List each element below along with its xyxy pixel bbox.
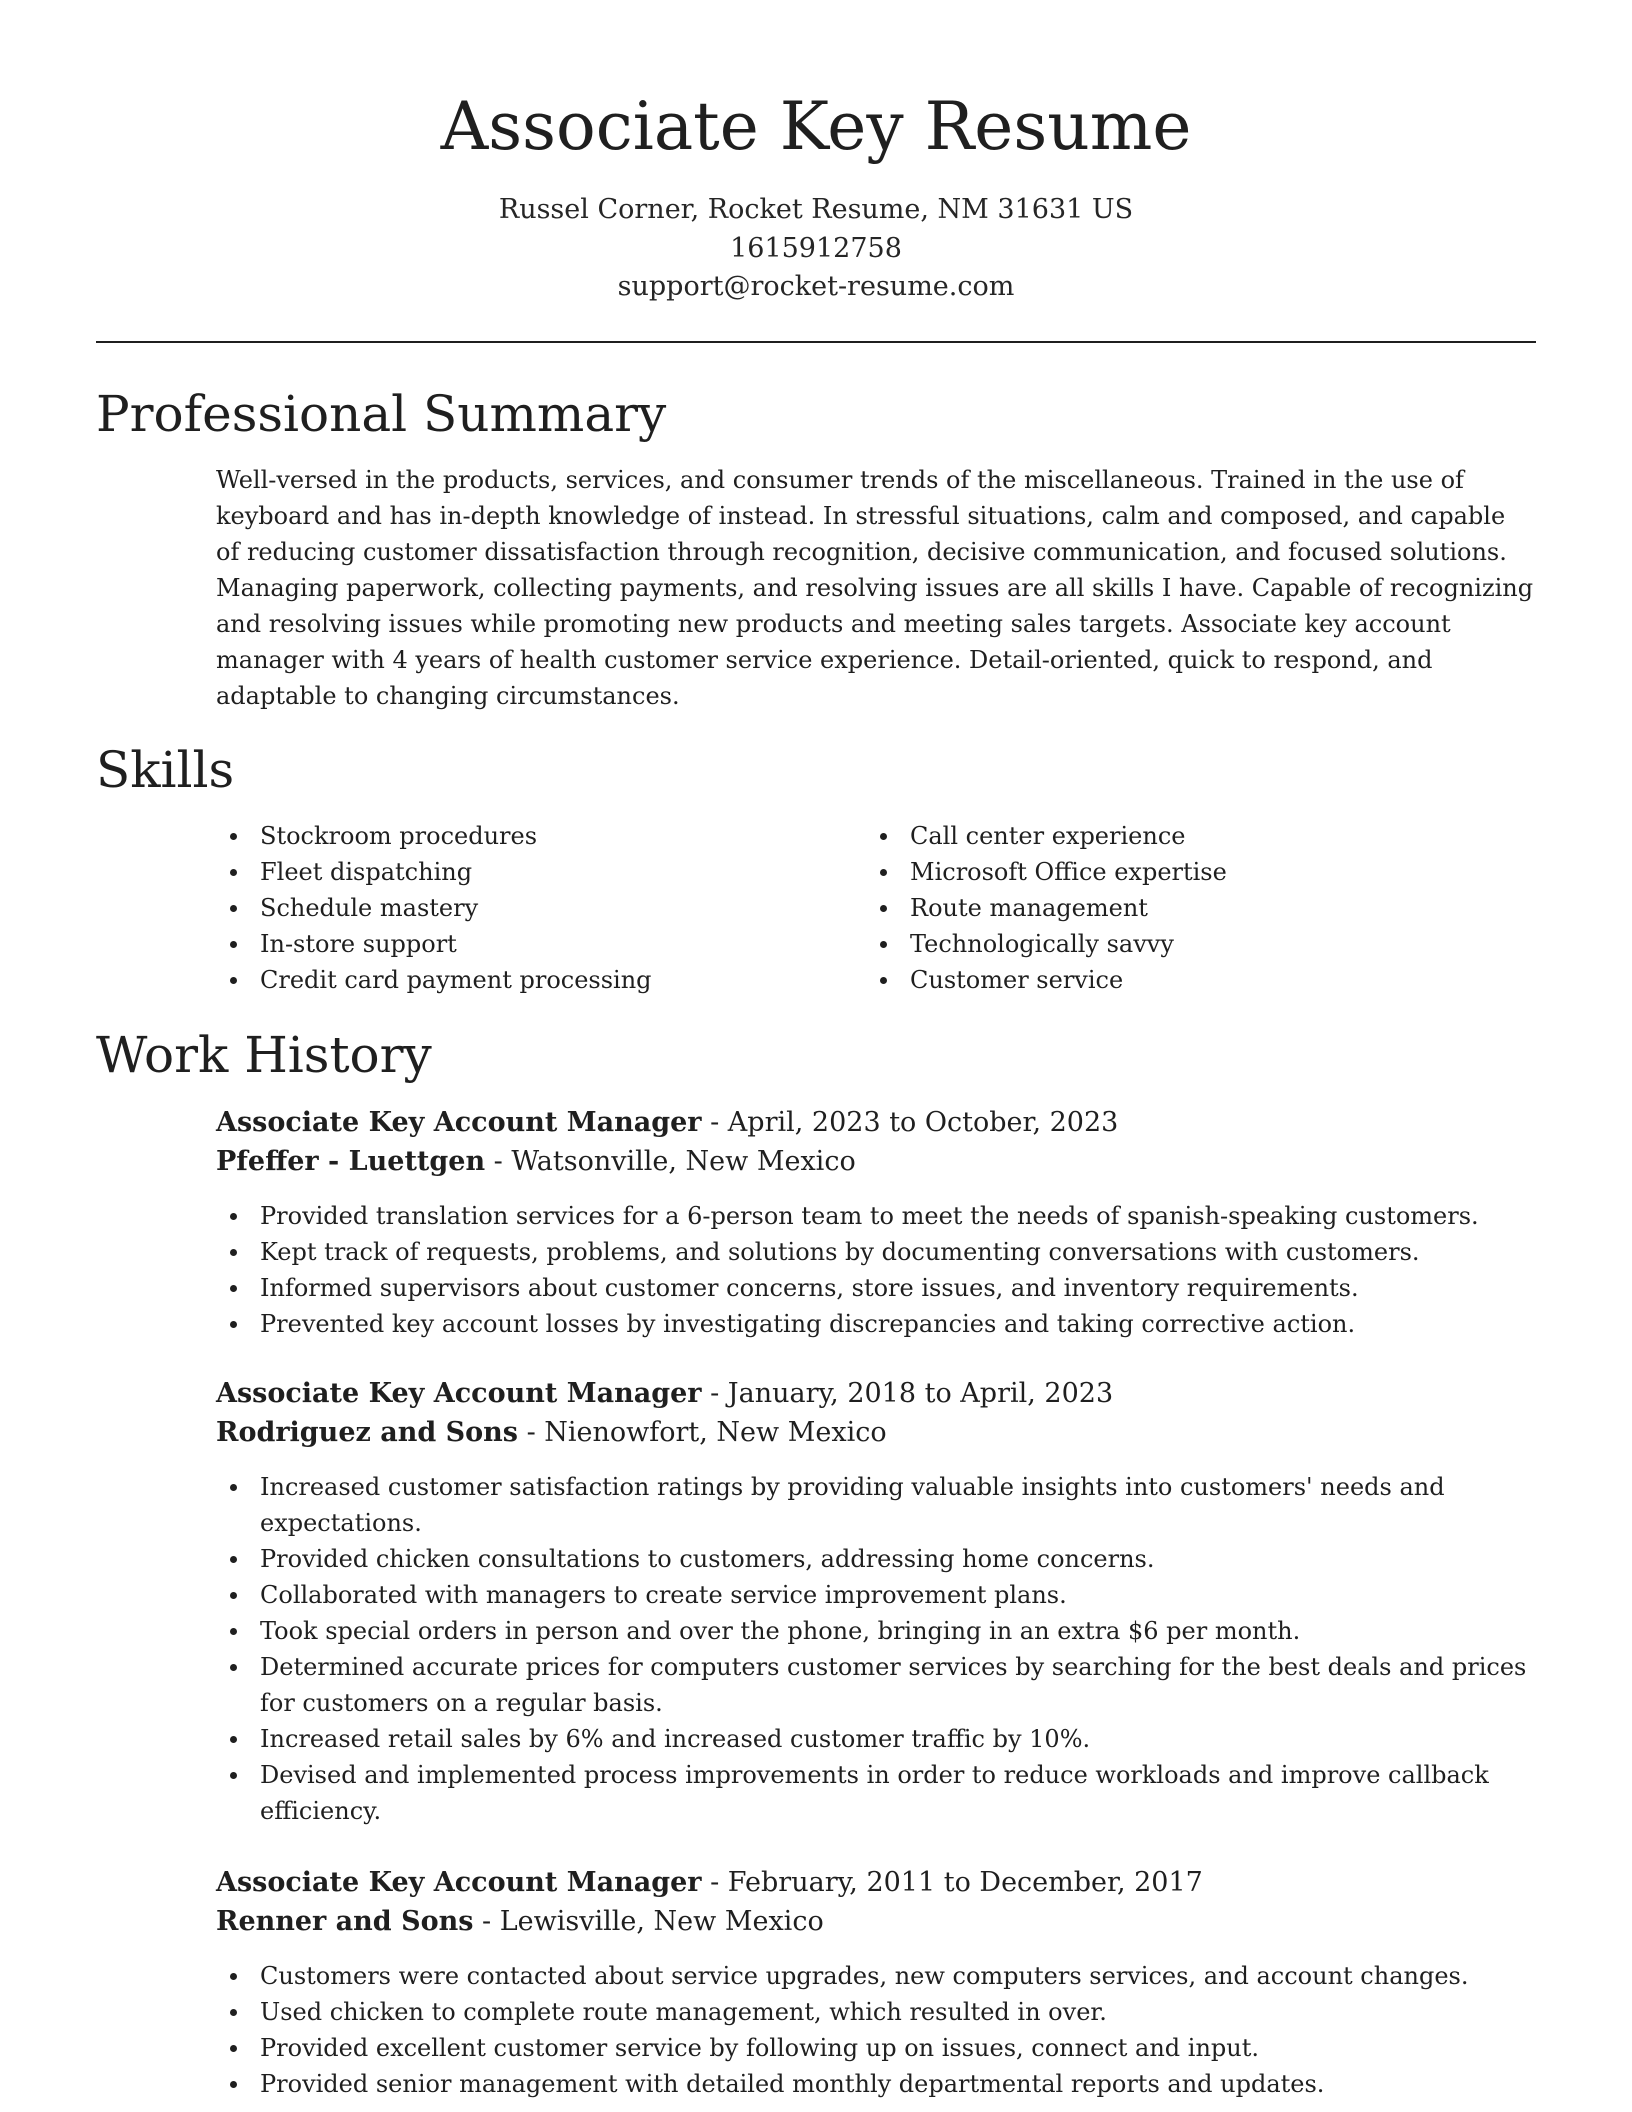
job-bullet: Increased retail sales by 6% and increased customer traffic by 10%.: [216, 1721, 1536, 1757]
skill-item: Route management: [866, 890, 1506, 926]
job-title-line: [216, 1104, 1536, 1142]
job-company-line: [216, 1414, 1536, 1452]
job-company-line: [216, 1143, 1536, 1181]
job-bullet: Prevented key account losses by investigating discrepancies and taking corrective action.: [216, 1306, 1536, 1342]
job-dates: - January, 2018 to April, 2023: [701, 1378, 1114, 1409]
work-history-heading: Work History: [96, 1026, 432, 1084]
job-company: Renner and Sons: [216, 1906, 474, 1937]
skill-item: Technologically savvy: [866, 926, 1506, 962]
job-bullet: Collaborated with managers to create service improvement plans.: [216, 1577, 1536, 1613]
job-bullet: Provided chicken consultations to customers, addressing home concerns.: [216, 1541, 1536, 1577]
contact-phone: 1615912758: [730, 233, 902, 264]
skill-item: Stockroom procedures: [216, 818, 856, 854]
skill-item: Call center experience: [866, 818, 1506, 854]
job-bullets: [216, 1958, 1536, 2102]
skills-list-left: [216, 818, 856, 998]
job-bullet: Provided translation services for a 6-person team to meet the needs of spanish-speaking customers.: [216, 1198, 1536, 1234]
job-bullet: Informed supervisors about customer concerns, store issues, and inventory requirements.: [216, 1270, 1536, 1306]
job-title-line: [216, 1375, 1536, 1413]
contact-email: support@rocket-resume.com: [617, 271, 1015, 302]
resume-title: Associate Key Resume: [440, 88, 1192, 165]
job-company: Pfeffer - Luettgen: [216, 1146, 486, 1177]
skill-item: Customer service: [866, 962, 1506, 998]
job-dates: - February, 2011 to December, 2017: [701, 1867, 1203, 1898]
job-role: Associate Key Account Manager: [216, 1107, 702, 1138]
summary-heading: Professional Summary: [96, 385, 667, 443]
job-bullet: Devised and implemented process improvements in order to reduce workloads and improve callback efficiency.: [216, 1757, 1536, 1829]
job-title-line: [216, 1864, 1536, 1902]
job-role: Associate Key Account Manager: [216, 1867, 702, 1898]
job-location: - Watsonville, New Mexico: [485, 1146, 856, 1177]
job-company: Rodriguez and Sons: [216, 1417, 518, 1448]
job-bullets: [216, 1198, 1536, 1342]
skill-item: In-store support: [216, 926, 856, 962]
job-bullet: Determined accurate prices for computers customer services by searching for the best deals and prices for customers on a regular basis.: [216, 1649, 1536, 1721]
job-bullet: Increased customer satisfaction ratings by providing valuable insights into customers' needs and expectations.: [216, 1469, 1536, 1541]
job-location: - Nienowfort, New Mexico: [517, 1417, 887, 1448]
job-bullets: [216, 1469, 1536, 1829]
header-divider: [96, 341, 1536, 343]
skill-item: Microsoft Office expertise: [866, 854, 1506, 890]
job-bullet: Kept track of requests, problems, and solutions by documenting conversations with customers.: [216, 1234, 1536, 1270]
job-location: - Lewisville, New Mexico: [473, 1906, 824, 1937]
job-bullet: Provided excellent customer service by following up on issues, connect and input.: [216, 2030, 1536, 2066]
job-dates: - April, 2023 to October, 2023: [701, 1107, 1119, 1138]
job-bullet: Provided senior management with detailed monthly departmental reports and updates.: [216, 2066, 1536, 2102]
job-bullet: Used chicken to complete route management, which resulted in over.: [216, 1994, 1536, 2030]
skills-list-right: [866, 818, 1506, 998]
skills-heading: Skills: [96, 741, 235, 799]
skill-item: Fleet dispatching: [216, 854, 856, 890]
skill-item: Schedule mastery: [216, 890, 856, 926]
job-company-line: [216, 1903, 1536, 1941]
skill-item: Credit card payment processing: [216, 962, 856, 998]
contact-address: Russel Corner, Rocket Resume, NM 31631 US: [498, 194, 1134, 225]
job-role: Associate Key Account Manager: [216, 1378, 702, 1409]
job-bullet: Customers were contacted about service upgrades, new computers services, and account changes.: [216, 1958, 1536, 1994]
summary-text: Well-versed in the products, services, and consumer trends of the miscellaneous. Trained in the use of keyboard and has in-depth knowledge of instead. In stressful situations, calm and composed, and capable of reducing customer dissatisfaction through recognition, decisive communication, and focused solutions. Managing paperwork, collecting payments, and resolving issues are all skills I have. Capable of recognizing and resolving issues while promoting new products and meeting sales targets. Associate key account manager with 4 years of health customer service experience. Detail-oriented, quick to respond, and adaptable to changing circumstances.: [216, 466, 1534, 710]
job-bullet: Took special orders in person and over the phone, bringing in an extra $6 per month.: [216, 1613, 1536, 1649]
